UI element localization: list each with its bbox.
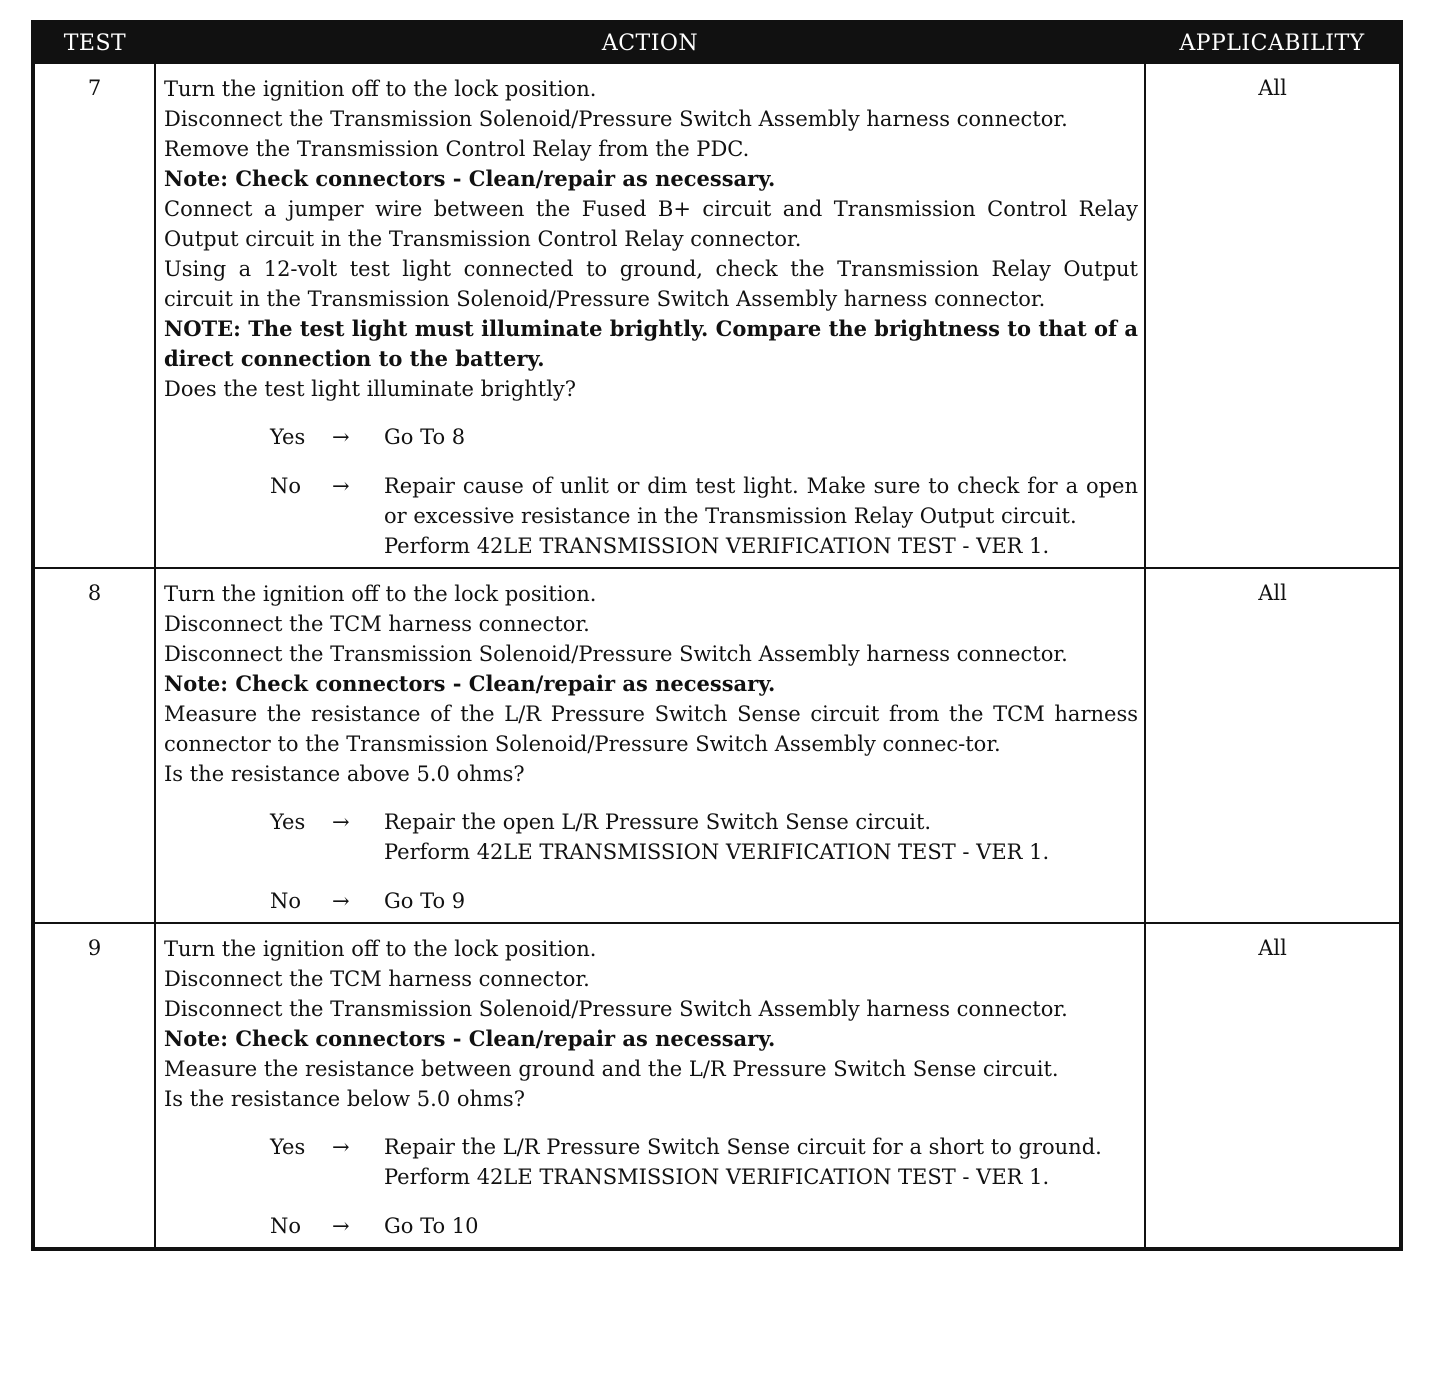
answer-yes-label: Yes: [270, 810, 306, 834]
answer-no-label: No: [270, 1214, 302, 1238]
action-cell: [155, 568, 1145, 923]
result-line: Repair the L/R Pressure Switch Sense circuit for a short to ground.: [384, 1135, 1102, 1159]
outcome-no: [164, 1211, 1138, 1241]
action-note: Note: Check connectors - Clean/repair as necessary.: [164, 166, 776, 191]
table-header: [33, 22, 1401, 63]
action-question: Is the resistance above 5.0 ohms?: [164, 762, 525, 786]
header-action: ACTION: [155, 22, 1145, 63]
outcomes: [164, 422, 1138, 561]
table-row: [33, 63, 1401, 568]
result-line: Repair cause of unlit or dim test light. Make sure to check for a open or excessive resistance in the Transmission Relay Output circuit.: [384, 474, 1138, 528]
outcome-result: [384, 471, 1138, 561]
diagnostic-test-table: [31, 20, 1403, 1251]
action-step: Using a 12-volt test light connected to ground, check the Transmission Relay Output circuit in the Transmission Solenoid/Pressure Switch Assembly harness connector.: [164, 257, 1138, 311]
action-step: Remove the Transmission Control Relay from the PDC.: [164, 137, 750, 161]
action-cell: [155, 63, 1145, 568]
outcome-result: [384, 1132, 1138, 1192]
applicability-value: All: [1145, 568, 1401, 923]
right-arrow-icon: →: [332, 810, 350, 834]
result-line: Go To 10: [384, 1214, 479, 1238]
right-arrow-icon: →: [332, 425, 350, 449]
test-number: 9: [33, 923, 155, 1249]
action-step: Disconnect the TCM harness connector.: [164, 967, 590, 991]
header-applicability: APPLICABILITY: [1145, 22, 1401, 63]
answer-yes-label: Yes: [270, 425, 306, 449]
action-note: Note: Check connectors - Clean/repair as necessary.: [164, 671, 776, 696]
result-line: Go To 8: [384, 425, 466, 449]
applicability-value: All: [1145, 63, 1401, 568]
right-arrow-icon: →: [332, 1214, 350, 1238]
outcomes: [164, 1132, 1138, 1241]
answer-no-label: No: [270, 889, 302, 913]
table-row: [33, 923, 1401, 1249]
result-line: Perform 42LE TRANSMISSION VERIFICATION TEST - VER 1.: [384, 534, 1050, 558]
applicability-value: All: [1145, 923, 1401, 1249]
right-arrow-icon: →: [332, 474, 350, 498]
outcome-yes: [164, 1132, 1138, 1192]
action-step: Turn the ignition off to the lock position.: [164, 77, 597, 101]
right-arrow-icon: →: [332, 889, 350, 913]
header-row: [33, 22, 1401, 63]
table-row: [33, 568, 1401, 923]
action-step: Connect a jumper wire between the Fused B+ circuit and Transmission Control Relay Output circuit in the Transmission Control Relay connector.: [164, 197, 1138, 251]
outcome-result: [384, 422, 1138, 452]
outcome-result: [384, 807, 1138, 867]
outcome-no: [164, 471, 1138, 561]
answer-no-label: No: [270, 474, 302, 498]
outcome-result: [384, 1211, 1138, 1241]
action-step: Turn the ignition off to the lock position.: [164, 582, 597, 606]
result-line: Perform 42LE TRANSMISSION VERIFICATION TEST - VER 1.: [384, 840, 1050, 864]
action-step: Disconnect the Transmission Solenoid/Pressure Switch Assembly harness connector.: [164, 642, 1068, 666]
test-number: 7: [33, 63, 155, 568]
right-arrow-icon: →: [332, 1135, 350, 1159]
outcome-result: [384, 886, 1138, 916]
action-step: Measure the resistance between ground and the L/R Pressure Switch Sense circuit.: [164, 1057, 1059, 1081]
result-line: Perform 42LE TRANSMISSION VERIFICATION TEST - VER 1.: [384, 1165, 1050, 1189]
result-line: Go To 9: [384, 889, 466, 913]
action-note: Note: Check connectors - Clean/repair as necessary.: [164, 1026, 776, 1051]
result-line: Repair the open L/R Pressure Switch Sense circuit.: [384, 810, 932, 834]
action-step: Turn the ignition off to the lock position.: [164, 937, 597, 961]
action-step: Disconnect the Transmission Solenoid/Pressure Switch Assembly harness connector.: [164, 107, 1068, 131]
action-question: Does the test light illuminate brightly?: [164, 377, 577, 401]
action-question: Is the resistance below 5.0 ohms?: [164, 1087, 525, 1111]
header-test: TEST: [33, 22, 155, 63]
answer-yes-label: Yes: [270, 1135, 306, 1159]
outcomes: [164, 807, 1138, 916]
action-cell: [155, 923, 1145, 1249]
outcome-no: [164, 886, 1138, 916]
action-note: NOTE: The test light must illuminate brightly. Compare the brightness to that of a direct connection to the battery.: [164, 316, 1138, 371]
action-step: Disconnect the Transmission Solenoid/Pressure Switch Assembly harness connector.: [164, 997, 1068, 1021]
action-step: Disconnect the TCM harness connector.: [164, 612, 590, 636]
table-body: [33, 63, 1401, 1249]
outcome-yes: [164, 807, 1138, 867]
outcome-yes: [164, 422, 1138, 452]
action-step: Measure the resistance of the L/R Pressure Switch Sense circuit from the TCM harness connector to the Transmission Solenoid/Pressure Switch Assembly connec-tor.: [164, 702, 1138, 756]
test-number: 8: [33, 568, 155, 923]
